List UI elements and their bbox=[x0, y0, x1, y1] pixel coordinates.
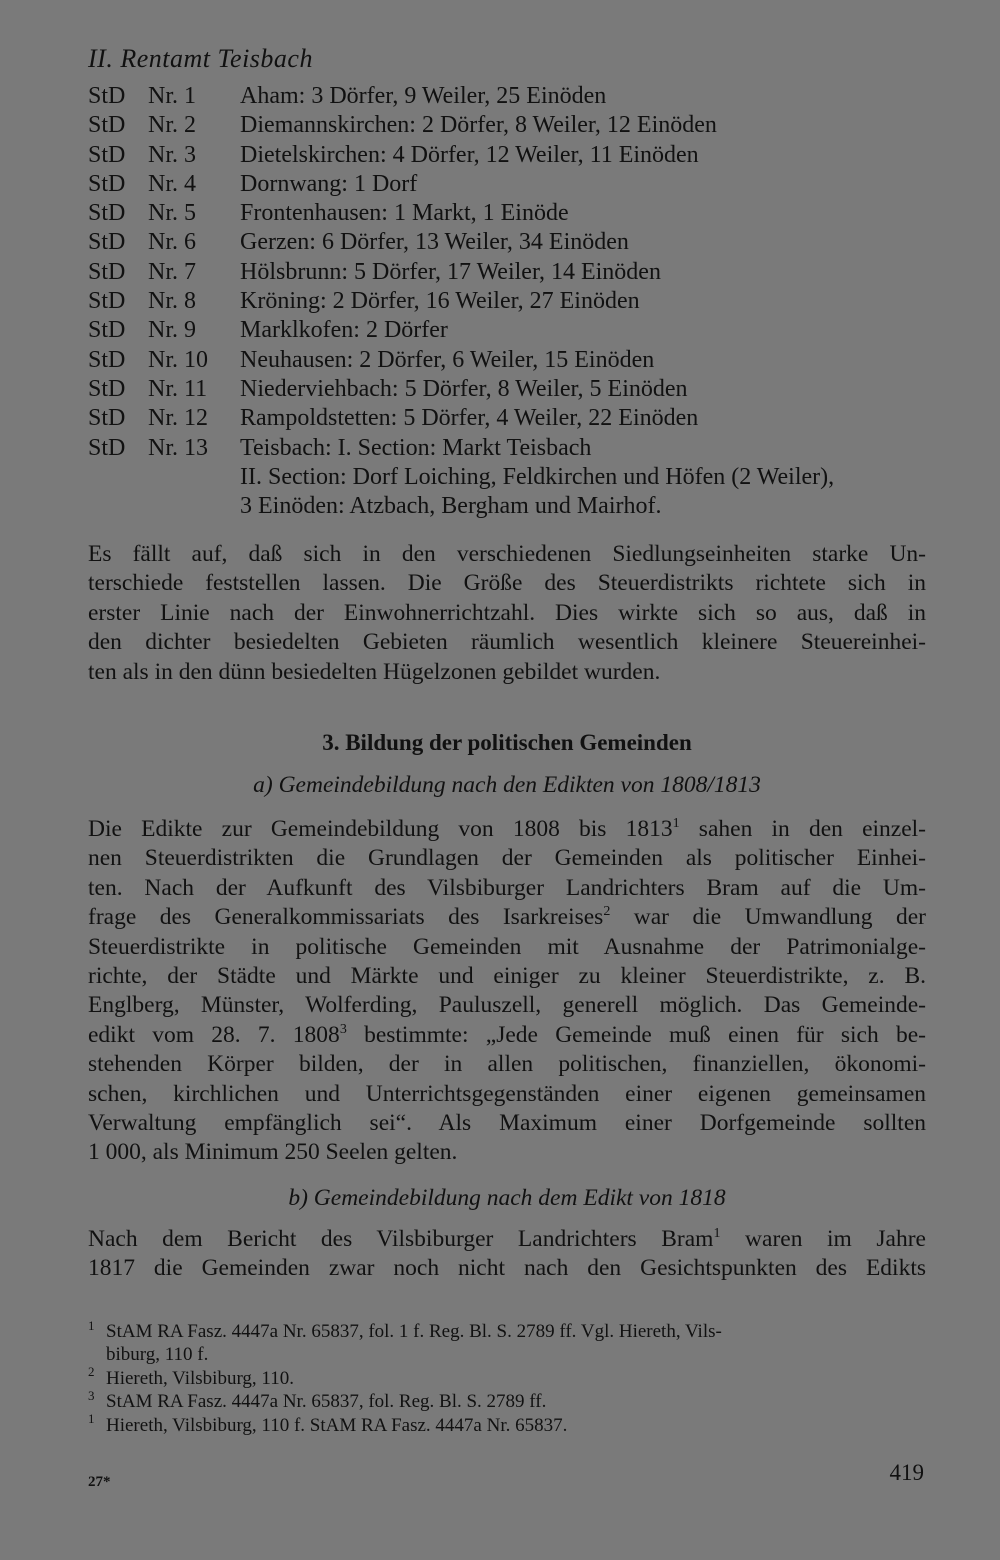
footnote: 3 StAM RA Fasz. 4447a Nr. 65837, fol. Reg. Bl. S. 2789 ff. bbox=[88, 1387, 547, 1413]
district-code: StD bbox=[88, 112, 126, 139]
district-number: Nr. 2 bbox=[148, 112, 196, 139]
footnote-reference: 1 bbox=[713, 1226, 721, 1242]
district-description: Rampoldstetten: 5 Dörfer, 4 Weiler, 22 Einöden bbox=[240, 405, 699, 432]
district-code: StD bbox=[88, 141, 126, 168]
footnote-reference: 1 bbox=[672, 816, 680, 832]
text-segment: Nach dem Bericht des Vilsbiburger Landrichters Bram bbox=[88, 1226, 714, 1252]
district-number: Nr. 12 bbox=[148, 405, 208, 432]
text-line bbox=[88, 903, 926, 932]
district-number: Nr. 4 bbox=[148, 170, 196, 197]
text-line bbox=[88, 1138, 926, 1167]
text-line bbox=[88, 1021, 926, 1050]
text-segment: edikt vom 28. 7. 1808 bbox=[88, 1021, 340, 1048]
district-number: Nr. 13 bbox=[148, 434, 208, 461]
section-title: 3. Bildung der politischen Gemeinden bbox=[322, 730, 692, 755]
printer-signature: 27* bbox=[88, 1474, 111, 1490]
text-segment: frage des Generalkommissariats des Isarkreises bbox=[88, 904, 604, 931]
footnote-reference: 2 bbox=[603, 904, 611, 920]
district-number: Nr. 11 bbox=[148, 375, 208, 402]
district-description: Niederviehbach: 5 Dörfer, 8 Weiler, 5 Einöden bbox=[240, 375, 688, 402]
document-page bbox=[88, 0, 926, 1560]
text-line bbox=[88, 991, 926, 1020]
tax-district-row bbox=[88, 404, 926, 433]
district-description: Dornwang: 1 Dorf bbox=[240, 170, 418, 197]
text-line: terschiede feststellen lassen. Die Größe des Steuerdistrikts richtete sich in bbox=[88, 570, 926, 597]
footnote-reference: 3 bbox=[339, 1022, 347, 1038]
text-segment: Steuerdistrikte in politische Gemeinden mit Ausnahme der Patrimonialge- bbox=[88, 933, 926, 960]
text-segment: stehenden Körper bilden, der in allen politischen, finanziellen, ökonomi- bbox=[88, 1051, 926, 1078]
district-code: StD bbox=[88, 434, 126, 461]
text-line: den dichter besiedelten Gebieten räumlich wesentlich kleinere Steuereinhei- bbox=[88, 629, 926, 656]
footnotes bbox=[88, 1317, 926, 1437]
paragraph-edict-1818 bbox=[88, 1225, 926, 1284]
text-segment: waren im Jahre bbox=[720, 1226, 926, 1252]
district-description: Kröning: 2 Dörfer, 16 Weiler, 27 Einöden bbox=[240, 288, 640, 315]
text-segment: ten. Nach der Aufkunft des Vilsbiburger Landrichters Bram auf die Um- bbox=[88, 874, 926, 901]
text-segment: nen Steuerdistrikten die Grundlagen der Gemeinden als politischer Einhei- bbox=[88, 845, 926, 872]
footnote: 2 Hiereth, Vilsbiburg, 110. bbox=[88, 1364, 294, 1389]
subsection-title-b: b) Gemeindebildung nach dem Edikt von 1818 bbox=[288, 1185, 726, 1211]
district-description: Marklkofen: 2 Dörfer bbox=[240, 317, 448, 344]
text-line bbox=[88, 1254, 926, 1283]
tax-district-row bbox=[88, 287, 926, 316]
tax-district-row bbox=[88, 316, 926, 345]
subsection-title-a: a) Gemeindebildung nach den Edikten von 1808/1813 bbox=[253, 772, 761, 798]
district-description: Neuhausen: 2 Dörfer, 6 Weiler, 15 Einöden bbox=[240, 346, 655, 373]
footnote: 1 StAM RA Fasz. 4447a Nr. 65837, fol. 1 f. Reg. Bl. S. 2789 ff. Vgl. Hiereth, Vils- bbox=[88, 1317, 722, 1342]
district-number: Nr. 8 bbox=[148, 288, 196, 315]
text-line bbox=[88, 1050, 926, 1079]
text-line bbox=[88, 874, 926, 903]
footnote bbox=[88, 1343, 926, 1366]
district-description: Gerzen: 6 Dörfer, 13 Weiler, 34 Einöden bbox=[240, 229, 629, 256]
text-segment: sahen in den einzel- bbox=[679, 816, 926, 842]
text-line bbox=[88, 844, 926, 873]
district-code: StD bbox=[88, 317, 126, 344]
district-number: Nr. 10 bbox=[148, 346, 208, 373]
text-segment: Die Edikte zur Gemeindebildung von 1808 bis 1813 bbox=[88, 816, 673, 842]
tax-district-row bbox=[88, 199, 926, 228]
text-line bbox=[88, 1225, 926, 1254]
text-line bbox=[88, 815, 926, 844]
text-segment: schen, kirchlichen und Unterrichtsgegenständen einer eigenen gemeinsamen bbox=[88, 1080, 926, 1107]
district-number: Nr. 1 bbox=[148, 83, 196, 109]
text-line: Es fällt auf, daß sich in den verschiedenen Siedlungseinheiten starke Un- bbox=[88, 541, 926, 567]
tax-district-row bbox=[88, 434, 926, 463]
text-line bbox=[88, 1080, 926, 1109]
district-description: Diemannskirchen: 2 Dörfer, 8 Weiler, 12 Einöden bbox=[240, 112, 717, 139]
district-description: Dietelskirchen: 4 Dörfer, 12 Weiler, 11 Einöden bbox=[240, 141, 699, 168]
tax-district-row bbox=[88, 375, 926, 404]
paragraph-settlement-differences bbox=[88, 540, 926, 687]
district-continuation: II. Section: Dorf Loiching, Feldkirchen und Höfen (2 Weiler), bbox=[240, 463, 835, 490]
text-segment: 1 000, als Minimum 250 Seelen gelten. bbox=[88, 1139, 458, 1166]
tax-district-row bbox=[88, 111, 926, 140]
district-number: Nr. 6 bbox=[148, 229, 196, 256]
tax-district-list bbox=[88, 82, 926, 521]
district-code: StD bbox=[88, 346, 126, 373]
district-code: StD bbox=[88, 258, 126, 285]
page-number: 419 bbox=[889, 1460, 924, 1485]
paragraph-edicts-1808-1813 bbox=[88, 815, 926, 1168]
district-description: Frontenhausen: 1 Markt, 1 Einöde bbox=[240, 200, 569, 227]
district-code: StD bbox=[88, 229, 126, 256]
district-description: Teisbach: I. Section: Markt Teisbach bbox=[240, 434, 592, 461]
text-segment: Verwaltung empfänglich sei“. Als Maximum einer Dorfgemeinde sollten bbox=[88, 1110, 926, 1137]
district-code: StD bbox=[88, 170, 126, 197]
text-segment: Englberg, Münster, Wolferding, Pauluszell, generell möglich. Das Gemeinde- bbox=[88, 992, 926, 1019]
text-segment: richte, der Städte und Märkte und einiger zu kleiner Steuerdistrikte, z. B. bbox=[88, 963, 926, 990]
district-code: StD bbox=[88, 375, 126, 402]
text-segment: 1817 die Gemeinden zwar noch nicht nach den Gesichtspunkten des Edikts bbox=[88, 1255, 926, 1282]
tax-district-row bbox=[88, 258, 926, 287]
tax-district-row bbox=[88, 170, 926, 199]
footnote-text: Hiereth, Vilsbiburg, 110. bbox=[106, 1367, 294, 1389]
text-line: erster Linie nach der Einwohnerrichtzahl. Dies wirkte sich so aus, daß in bbox=[88, 599, 926, 626]
text-line bbox=[88, 1109, 926, 1138]
tax-district-row bbox=[88, 82, 926, 111]
footnote-text: StAM RA Fasz. 4447a Nr. 65837, fol. Reg. Bl. S. 2789 ff. bbox=[106, 1391, 547, 1413]
text-segment: bestimmte: „Jede Gemeinde muß einen für sich be- bbox=[346, 1021, 926, 1048]
footnote: 1 Hiereth, Vilsbiburg, 110 f. StAM RA Fasz. 4447a Nr. 65837. bbox=[88, 1411, 568, 1436]
text-line: ten als in den dünn besiedelten Hügelzonen gebildet wurden. bbox=[88, 658, 661, 685]
footnote-text: StAM RA Fasz. 4447a Nr. 65837, fol. 1 f. Reg. Bl. S. 2789 ff. Vgl. Hiereth, Vils- bbox=[106, 1321, 722, 1342]
district-code: StD bbox=[88, 200, 126, 227]
district-code: StD bbox=[88, 405, 126, 432]
district-number: Nr. 7 bbox=[148, 258, 196, 285]
tax-district-row bbox=[88, 228, 926, 257]
text-line bbox=[88, 962, 926, 991]
footnote-text: biburg, 110 f. bbox=[106, 1344, 209, 1366]
district-code: StD bbox=[88, 83, 126, 109]
text-line bbox=[88, 933, 926, 962]
district-continuation: 3 Einöden: Atzbach, Bergham und Mairhof. bbox=[240, 493, 662, 520]
district-number: Nr. 9 bbox=[148, 317, 196, 344]
district-description: Hölsbrunn: 5 Dörfer, 17 Weiler, 14 Einöden bbox=[240, 258, 661, 285]
tax-district-row bbox=[88, 346, 926, 375]
district-number: Nr. 3 bbox=[148, 141, 196, 168]
section-heading: II. Rentamt Teisbach bbox=[88, 44, 313, 73]
district-number: Nr. 5 bbox=[148, 200, 196, 227]
footnote-text: Hiereth, Vilsbiburg, 110 f. StAM RA Fasz. 4447a Nr. 65837. bbox=[106, 1414, 568, 1436]
tax-district-row bbox=[88, 141, 926, 170]
text-segment: war die Umwandlung der bbox=[610, 904, 926, 931]
district-code: StD bbox=[88, 288, 126, 315]
district-description: Aham: 3 Dörfer, 9 Weiler, 25 Einöden bbox=[240, 83, 607, 109]
